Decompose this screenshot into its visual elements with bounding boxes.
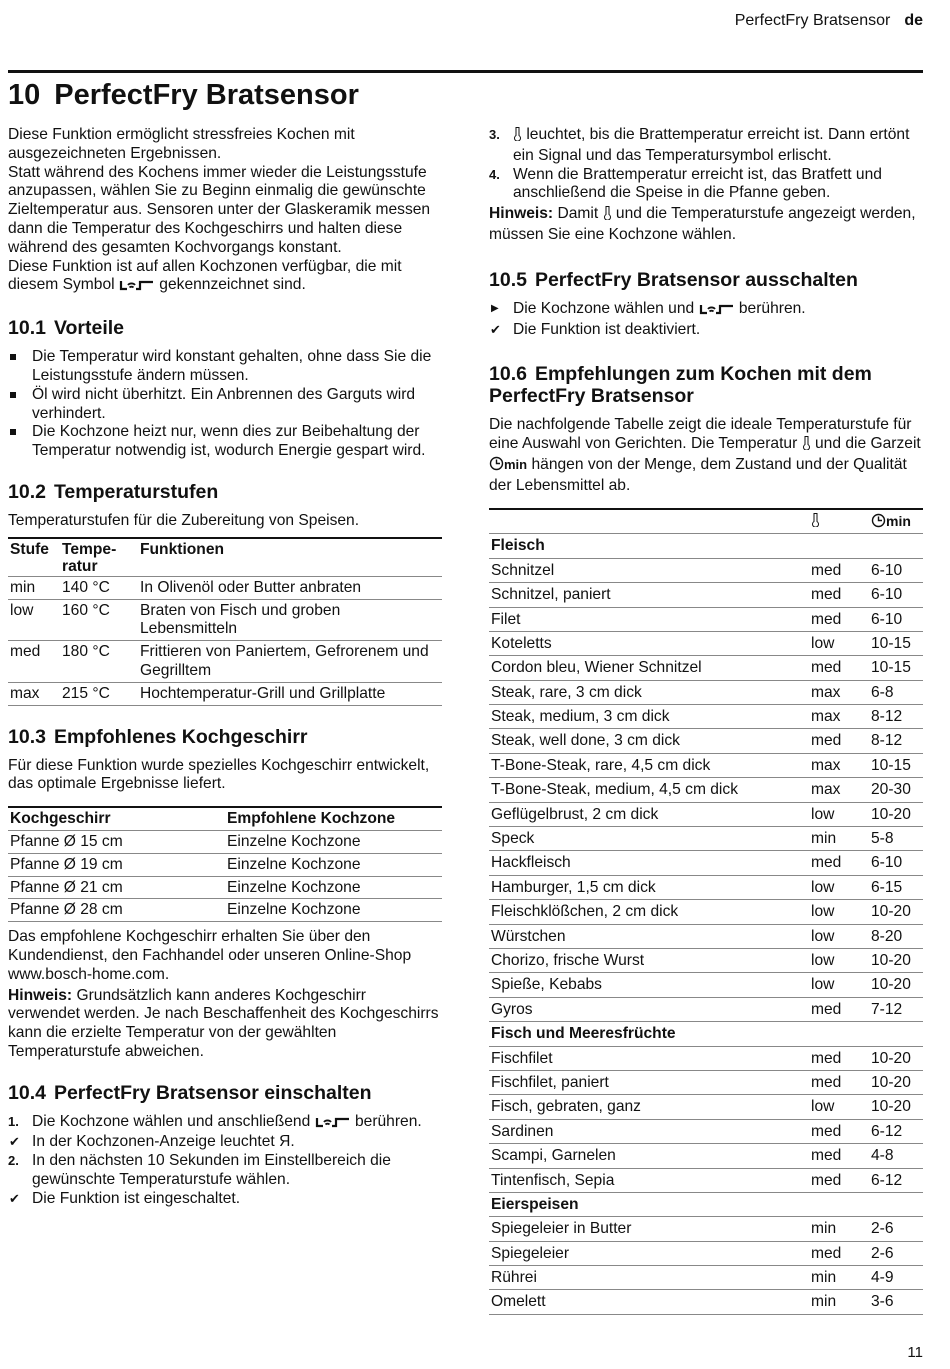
table-row — [489, 1095, 923, 1119]
group-heading: Fleisch — [491, 537, 545, 555]
clock-icon — [871, 513, 886, 533]
table-row — [8, 853, 442, 876]
table-row — [489, 631, 923, 655]
table-cell: med — [811, 1171, 842, 1189]
chapter-title: 10 PerfectFry Bratsensor — [8, 79, 359, 111]
table-cell: 10-15 — [871, 756, 911, 774]
switch-on-steps — [8, 1113, 442, 1209]
table-row — [489, 900, 923, 924]
table-cell: Hochtemperatur-Grill und Grillplatte — [140, 684, 386, 702]
check-icon: ✔ — [9, 1134, 20, 1150]
table-cell: Scampi, Garnelen — [491, 1147, 616, 1165]
table-row — [489, 778, 923, 802]
table-cell: 6-10 — [871, 610, 903, 628]
table-row — [489, 997, 923, 1021]
check-icon: ✔ — [9, 1190, 20, 1206]
header-title: PerfectFry Bratsensor — [734, 12, 891, 29]
right-column — [489, 126, 923, 1315]
table-cell: max — [10, 684, 40, 702]
table-cell: 10-20 — [871, 903, 911, 921]
table-row — [489, 973, 923, 997]
list-item: Öl wird nicht überhitzt. Ein Anbrennen des Garguts wird verhindert. — [8, 386, 442, 424]
table-cell: 10-20 — [871, 805, 911, 823]
table-cell: med — [811, 1122, 842, 1140]
header-rule — [8, 70, 923, 73]
table-cell: Einzelne Kochzone — [227, 878, 361, 896]
table-cell: 160 °C — [62, 601, 110, 619]
table-cell: 6-10 — [871, 854, 903, 872]
table-cell: Hamburger, 1,5 cm dick — [491, 878, 656, 896]
table-row — [8, 576, 442, 599]
header-lang: de — [904, 12, 923, 29]
intro-text: Diese Funktion ist auf allen Kochzonen verfügbar, die mit diesem Symbol gekennzeichnet sind. — [8, 258, 442, 298]
table-row — [489, 1241, 923, 1265]
step: 1. Die Kochzone wählen und anschließend berühren. — [8, 1113, 442, 1134]
section-intro: Für diese Funktion wurde spezielles Kochgeschirr entwickelt, das optimale Ergebnisse liefert. — [8, 756, 430, 793]
switch-on-steps-continued — [489, 126, 923, 203]
cookware-info: Das empfohlene Kochgeschirr erhalten Sie über den Kundendienst, den Fachhandel oder unseren Online-Shop www.bosch-home.com. — [8, 928, 412, 983]
section-intro: Temperaturstufen für die Zubereitung von Speisen. — [8, 511, 360, 529]
table-cell: 6-10 — [871, 586, 903, 604]
switch-off-steps — [489, 300, 923, 340]
table-cell: med — [10, 643, 41, 661]
table-cell: 2-6 — [871, 1220, 894, 1238]
table-cell: 10-20 — [871, 976, 911, 994]
table-cell: Rührei — [491, 1269, 537, 1287]
table-row — [8, 899, 442, 922]
table-row — [489, 875, 923, 899]
table-cell: Einzelne Kochzone — [227, 901, 361, 919]
table-row — [8, 682, 442, 705]
step: 3. leuchtet, bis die Brattemperatur erreicht ist. Dann ertönt ein Signal und das Temperatursymbol erlischt. — [489, 126, 910, 164]
thermometer-icon — [603, 205, 612, 226]
advantages-list — [8, 348, 442, 461]
table-cell: low — [811, 927, 835, 945]
table-cell: T-Bone-Steak, rare, 4,5 cm dick — [491, 756, 711, 774]
table-cell: med — [811, 1049, 842, 1067]
table-row — [489, 1046, 923, 1070]
step: 4. Wenn die Brattemperatur erreicht ist, das Bratfett und anschließend die Speise in die Pfanne geben. — [489, 165, 882, 202]
table-cell: med — [811, 1244, 842, 1262]
table-cell: Einzelne Kochzone — [227, 832, 361, 850]
arrow-icon: ▶ — [491, 302, 499, 314]
table-row — [489, 656, 923, 680]
table-cell: 10-20 — [871, 952, 911, 969]
note: Hinweis: Grundsätzlich kann anderes Kochgeschirr verwendet werden. Je nach Beschaffenheit des Kochgeschirrs kann die erzielte Temperatur von der gewählten Temperaturstufe abweichen. — [8, 986, 439, 1060]
step: 2. In den nächsten 10 Sekunden im Einstellbereich die gewünschte Temperaturstufe wählen. — [8, 1152, 391, 1189]
table-cell: 180 °C — [62, 643, 110, 661]
table-cell: 215 °C — [62, 684, 110, 702]
table-cell: 3-6 — [871, 1293, 894, 1311]
table-cell: Fischfilet, paniert — [491, 1073, 609, 1091]
table-row — [489, 1070, 923, 1094]
table-group-row — [489, 534, 923, 558]
table-row — [489, 1266, 923, 1290]
table-cell: min — [811, 1269, 837, 1287]
list-item: Die Kochzone heizt nur, wenn dies zur Beibehaltung der Temperatur notwendig ist, wodurch Energie gespart wird. — [8, 423, 442, 461]
section-heading: 10.5 PerfectFry Bratsensor ausschalten — [489, 268, 858, 291]
table-cell: 8-20 — [871, 927, 903, 945]
table-cell: Pfanne Ø 21 cm — [10, 878, 123, 896]
table-cell: Steak, medium, 3 cm dick — [491, 708, 670, 726]
result: ✔ Die Funktion ist deaktiviert. — [490, 320, 701, 338]
thermometer-icon — [513, 126, 522, 147]
table-group-row — [489, 1192, 923, 1216]
table-cell: med — [811, 732, 842, 750]
table-cell: In Olivenöl oder Butter anbraten — [140, 578, 362, 596]
table-cell: 4-8 — [871, 1147, 894, 1165]
table-cell: min — [811, 1293, 837, 1311]
table-cell: 6-12 — [871, 1171, 903, 1189]
running-header — [735, 12, 923, 31]
table-cell: 10-20 — [871, 1049, 911, 1067]
table-row — [8, 876, 442, 899]
table-row — [489, 949, 923, 973]
table-cell: med — [811, 1073, 842, 1091]
table-cell: med — [811, 561, 842, 579]
note: Hinweis: Damit und die Temperaturstufe angezeigt werden, müssen Sie eine Kochzone wählen. — [489, 205, 916, 243]
table-cell: 6-15 — [871, 878, 903, 896]
table-cell: 4-9 — [871, 1269, 894, 1287]
table-row — [489, 827, 923, 851]
table-cell: low — [811, 805, 835, 823]
table-cell: max — [811, 708, 841, 726]
table-cell: Braten von Fisch und groben Lebensmitteln — [140, 601, 341, 638]
table-row — [489, 1217, 923, 1241]
table-cell: Pfanne Ø 28 cm — [10, 901, 123, 919]
table-cell: 6-12 — [871, 1122, 903, 1140]
table-cell: Spieße, Kebabs — [491, 976, 602, 994]
table-cell: Filet — [491, 610, 521, 628]
intro-text: Statt während des Kochens immer wieder die Leistungsstufe anzupassen, wählen Sie zu Beginn einmalig die gewünschte Zieltemperatur aus. Sensoren unter der Glaskeramik messen dann die Temperatur des Kochgeschirrs und halten diese während des gesamten Kochvorgangs konstant. — [8, 163, 431, 256]
table-cell: max — [811, 781, 841, 799]
temperature-levels-table: Stufe Temperatur Funktionen min 140 °C In Olivenöl oder Butter anbraten low 160 °C Braten von Fisch und groben Lebensmitteln med 180 °C Frittieren von Paniertem, Gefrorenem und Gegrilltem max 215 °C Hochtemperatur-Grill und Grillplatte — [8, 537, 442, 706]
table-cell: Einzelne Kochzone — [227, 855, 361, 873]
table-cell: low — [10, 601, 34, 619]
intro-text: Diese Funktion ermöglicht stressfreies Kochen mit ausgezeichneten Ergebnissen. — [8, 126, 355, 162]
table-cell: T-Bone-Steak, medium, 4,5 cm dick — [491, 781, 738, 799]
table-cell: Steak, rare, 3 cm dick — [491, 683, 642, 701]
section-heading: 10.6 Empfehlungen zum Kochen mit dem PerfectFry Bratsensor — [489, 363, 872, 408]
table-cell: Chorizo, frische Wurst — [491, 952, 645, 969]
table-row — [489, 802, 923, 826]
table-cell: low — [811, 976, 835, 994]
table-cell: Geflügelbrust, 2 cm dick — [491, 805, 659, 823]
table-row — [489, 558, 923, 582]
table-cell: Gyros — [491, 1000, 533, 1018]
table-cell: Würstchen — [491, 927, 566, 945]
thermometer-icon — [802, 435, 811, 456]
table-cell: 5-8 — [871, 830, 894, 848]
table-cell: 140 °C — [62, 578, 110, 596]
section-intro: Die nachfolgende Tabelle zeigt die ideale Temperaturstufe für eine Auswahl von Gerichten. Die Temperatur und die Garzeit min hängen von der Menge, dem Zustand und der Qualität der Lebensmittel ab. — [489, 416, 921, 494]
table-cell: low — [811, 952, 835, 969]
table-cell: med — [811, 610, 842, 628]
table-cell: Schnitzel, paniert — [491, 586, 611, 604]
table-cell: Pfanne Ø 15 cm — [10, 832, 123, 850]
cookware-table: Kochgeschirr Empfohlene Kochzone Pfanne Ø 15 cm Einzelne Kochzone Pfanne Ø 19 cm Einzelne Kochzone Pfanne Ø 21 cm Einzelne Kochzone Pfanne Ø 28 cm Einzelne Kochzone — [8, 806, 442, 922]
table-cell: Koteletts — [491, 634, 552, 652]
table-cell: 20-30 — [871, 781, 911, 799]
table-cell: 10-15 — [871, 659, 911, 677]
table-cell: Steak, well done, 3 cm dick — [491, 732, 680, 750]
table-cell: min — [811, 1220, 837, 1238]
table-cell: Frittieren von Paniertem, Gefrorenem und Gegrilltem — [140, 643, 429, 679]
table-cell: 8-12 — [871, 732, 903, 750]
section-heading: 10.3 Empfohlenes Kochgeschirr — [8, 725, 308, 748]
table-cell: med — [811, 586, 842, 604]
result: ✔ Die Funktion ist eingeschaltet. — [9, 1189, 241, 1207]
list-item: Die Temperatur wird konstant gehalten, ohne dass Sie die Leistungsstufe ändern müssen. — [8, 348, 442, 386]
table-cell: 10-15 — [871, 634, 911, 652]
table-cell: low — [811, 878, 835, 896]
perfectfry-symbol-icon — [699, 302, 735, 321]
table-group-row — [489, 1022, 923, 1046]
table-cell: Sardinen — [491, 1122, 554, 1140]
table-cell: 10-20 — [871, 1073, 911, 1091]
perfectfry-symbol-icon — [315, 1115, 351, 1134]
table-cell: max — [811, 683, 841, 701]
table-cell: Schnitzel — [491, 561, 555, 579]
table-row — [489, 851, 923, 875]
table-cell: min — [811, 830, 837, 848]
table-cell: 8-12 — [871, 708, 903, 726]
table-cell: Fisch, gebraten, ganz — [491, 1098, 641, 1116]
table-cell: Omelett — [491, 1293, 546, 1311]
table-cell: 7-12 — [871, 1000, 903, 1018]
table-row — [8, 641, 442, 683]
table-row — [8, 830, 442, 853]
table-row — [489, 680, 923, 704]
table-cell: Fleischklößchen, 2 cm dick — [491, 903, 679, 921]
thermometer-icon — [811, 512, 820, 533]
table-cell: 6-8 — [871, 683, 894, 701]
result: ✔ In der Kochzonen-Anzeige leuchtet Я. — [9, 1133, 295, 1151]
table-cell: max — [811, 756, 841, 774]
table-cell: Spiegeleier — [491, 1244, 570, 1262]
table-cell: low — [811, 1098, 835, 1116]
table-cell: 6-10 — [871, 561, 903, 579]
left-column — [8, 126, 442, 1209]
table-cell: 10-20 — [871, 1098, 911, 1116]
table-row — [489, 1290, 923, 1314]
table-cell: Pfanne Ø 19 cm — [10, 855, 123, 873]
table-cell: Fischfilet — [491, 1049, 553, 1067]
table-cell: med — [811, 854, 842, 872]
table-row — [489, 1168, 923, 1192]
table-cell: med — [811, 1147, 842, 1165]
group-heading: Fisch und Meeresfrüchte — [491, 1025, 676, 1043]
table-cell: low — [811, 903, 835, 921]
table-row — [489, 607, 923, 631]
table-row — [489, 1144, 923, 1168]
table-row — [489, 729, 923, 753]
check-icon: ✔ — [490, 321, 501, 337]
table-cell: Cordon bleu, Wiener Schnitzel — [491, 659, 702, 677]
table-cell: low — [811, 634, 835, 652]
table-row — [489, 583, 923, 607]
cooking-recommendations-table: min Fleisch Schnitzel med 6-10 Schnitzel, paniert med 6-10 Filet med 6-10 Koteletts low 10-15 Cordon bleu, Wiener Schnitzel med 10-15 Steak, rare, 3 cm dick max 6-8 Steak, medium, 3 cm dick max 8-12 Steak, well done, 3 cm dick med 8-12 T-Bone-Steak, rare, 4,5 cm dick max 10-15 T-Bone-Steak, medium, 4,5 cm dick max 20-30 Geflügelbrust, 2 cm dick low 10-20 Speck min 5-8 Hackfleisch med 6-10 Hamburger, 1,5 cm dick low 6-15 Fleischklößchen, 2 cm dick low 10-20 Würstchen low 8-20 Chorizo, frische Wurst low 10-20 Spieße, Kebabs low 10-20 Gyros med 7-12 Fisch und Meeresfrüchte Fischfilet med 10-20 Fischfilet, paniert med 10-20 Fisch, gebraten, ganz low 10-20 Sardinen med 6-12 Scampi, Garnelen med 4-8 Tintenfisch, Sepia med 6-12 Eierspeisen Spiegeleier in Butter min 2-6 Spiegeleier med 2-6 Rührei min 4-9 Omelett min 3-6 — [489, 508, 923, 1315]
section-heading: 10.1 Vorteile — [8, 317, 125, 340]
page-number: 11 — [907, 1344, 923, 1362]
table-cell: Tintenfisch, Sepia — [491, 1171, 615, 1189]
section-heading: 10.4 PerfectFry Bratsensor einschalten — [8, 1081, 372, 1104]
group-heading: Eierspeisen — [491, 1195, 579, 1213]
perfectfry-symbol-icon — [119, 278, 155, 297]
clock-icon — [489, 456, 504, 477]
table-row — [8, 599, 442, 641]
table-cell: min — [10, 578, 36, 596]
table-cell: Spiegeleier in Butter — [491, 1220, 632, 1238]
section-heading: 10.2 Temperaturstufen — [8, 480, 219, 503]
table-row — [489, 753, 923, 777]
table-cell: Speck — [491, 830, 535, 848]
table-cell: Hackfleisch — [491, 854, 571, 872]
table-row — [489, 924, 923, 948]
table-cell: med — [811, 659, 842, 677]
table-row — [489, 1119, 923, 1143]
table-row — [489, 705, 923, 729]
step: ▶ Die Kochzone wählen und berühren. — [489, 300, 923, 321]
table-cell: 2-6 — [871, 1244, 894, 1262]
table-cell: med — [811, 1000, 842, 1018]
